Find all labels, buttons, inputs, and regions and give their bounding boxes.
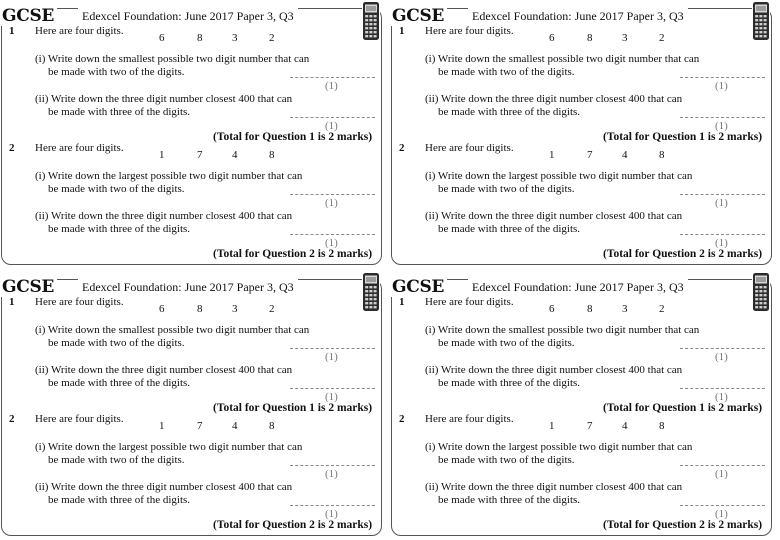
part-i-text: (i) Write down the largest possible two digit number that can [425,170,693,182]
question-intro: Here are four digits. [35,142,124,154]
digit: 4 [232,149,238,161]
calculator-icon [362,272,380,312]
marks-label: (1) [325,237,338,249]
part-i-text: (i) Write down the largest possible two digit number that can [35,441,303,453]
part-ii-text-cont: be made with three of the digits. [48,494,191,506]
marks-label: (1) [325,197,338,209]
digit: 7 [197,149,203,161]
digit: 1 [159,420,165,432]
part-i-text: (i) Write down the smallest possible two digit number that can [425,53,700,65]
digit: 6 [159,303,165,315]
total-marks: (Total for Question 1 is 2 marks) [603,131,763,143]
marks-label: (1) [715,237,728,249]
question-intro: Here are four digits. [425,142,514,154]
question-number: 1 [399,25,405,37]
part-ii-text-cont: be made with three of the digits. [48,106,191,118]
worksheet-card [390,271,776,539]
digit: 6 [549,32,555,44]
total-marks: (Total for Question 2 is 2 marks) [603,248,763,260]
gcse-logo: GCSE [0,277,57,297]
part-ii-text: (ii) Write down the three digit number closest 400 that can [35,93,293,105]
digit: 8 [269,149,275,161]
digit: 2 [659,32,665,44]
answer-line-ii[interactable] [680,234,765,235]
answer-line-ii[interactable] [680,388,765,389]
part-ii-text-cont: be made with three of the digits. [438,223,581,235]
answer-line-i[interactable] [290,194,375,195]
digit: 8 [197,32,203,44]
part-ii-text-cont: be made with three of the digits. [48,377,191,389]
digit: 6 [549,303,555,315]
paper-title: Edexcel Foundation: June 2017 Paper 3, Q3 [468,279,688,295]
part-ii-text: (ii) Write down the three digit number closest 400 that can [35,481,293,493]
paper-title: Edexcel Foundation: June 2017 Paper 3, Q3 [78,279,298,295]
part-i-text: (i) Write down the largest possible two digit number that can [35,170,303,182]
question-intro: Here are four digits. [425,413,514,425]
answer-line-i[interactable] [290,348,375,349]
marks-label: (1) [325,351,338,363]
digit: 8 [659,420,665,432]
part-ii-text-cont: be made with three of the digits. [438,106,581,118]
digit: 8 [587,32,593,44]
part-ii-text: (ii) Write down the three digit number closest 400 that can [425,481,683,493]
part-ii-text-cont: be made with three of the digits. [48,223,191,235]
part-i-text-cont: be made with two of the digits. [438,183,575,195]
answer-line-i[interactable] [290,465,375,466]
worksheet-card [0,271,386,539]
digit: 3 [622,303,628,315]
part-ii-text: (ii) Write down the three digit number closest 400 that can [35,364,293,376]
question-number: 2 [399,142,405,154]
digit: 7 [587,420,593,432]
question-intro: Here are four digits. [35,296,124,308]
digit: 3 [232,32,238,44]
part-ii-text: (ii) Write down the three digit number closest 400 that can [425,210,683,222]
part-i-text-cont: be made with two of the digits. [48,183,185,195]
answer-line-i[interactable] [680,77,765,78]
part-i-text-cont: be made with two of the digits. [48,66,185,78]
digit: 7 [197,420,203,432]
digit: 8 [269,420,275,432]
answer-line-ii[interactable] [290,117,375,118]
total-marks: (Total for Question 2 is 2 marks) [213,519,373,531]
question-intro: Here are four digits. [425,296,514,308]
answer-line-i[interactable] [290,77,375,78]
marks-label: (1) [325,391,338,403]
question-number: 1 [9,25,15,37]
total-marks: (Total for Question 1 is 2 marks) [603,402,763,414]
part-i-text-cont: be made with two of the digits. [48,337,185,349]
marks-label: (1) [715,391,728,403]
question-number: 2 [9,413,15,425]
part-ii-text: (ii) Write down the three digit number closest 400 that can [425,93,683,105]
digit: 2 [269,32,275,44]
question-intro: Here are four digits. [425,25,514,37]
question-number: 2 [9,142,15,154]
total-marks: (Total for Question 1 is 2 marks) [213,402,373,414]
digit: 3 [622,32,628,44]
question-intro: Here are four digits. [35,413,124,425]
digit: 4 [622,420,628,432]
worksheet-card [390,0,776,268]
marks-label: (1) [715,120,728,132]
question-intro: Here are four digits. [35,25,124,37]
digit: 4 [232,420,238,432]
part-i-text-cont: be made with two of the digits. [438,454,575,466]
answer-line-ii[interactable] [680,117,765,118]
answer-line-i[interactable] [680,465,765,466]
answer-line-ii[interactable] [290,505,375,506]
calculator-icon [362,1,380,41]
worksheet-card [0,0,386,268]
answer-line-ii[interactable] [680,505,765,506]
marks-label: (1) [325,468,338,480]
digit: 6 [159,32,165,44]
digit: 8 [587,303,593,315]
part-ii-text-cont: be made with three of the digits. [438,377,581,389]
calculator-icon [752,1,770,41]
marks-label: (1) [715,351,728,363]
part-ii-text-cont: be made with three of the digits. [438,494,581,506]
gcse-logo: GCSE [390,277,447,297]
gcse-logo: GCSE [390,6,447,26]
part-i-text: (i) Write down the smallest possible two digit number that can [35,53,310,65]
answer-line-i[interactable] [680,194,765,195]
answer-line-ii[interactable] [290,234,375,235]
marks-label: (1) [325,120,338,132]
answer-line-ii[interactable] [290,388,375,389]
paper-title: Edexcel Foundation: June 2017 Paper 3, Q3 [78,8,298,24]
digit: 1 [549,149,555,161]
paper-title: Edexcel Foundation: June 2017 Paper 3, Q3 [468,8,688,24]
calculator-icon [752,272,770,312]
part-i-text: (i) Write down the largest possible two digit number that can [425,441,693,453]
part-i-text: (i) Write down the smallest possible two digit number that can [35,324,310,336]
question-number: 2 [399,413,405,425]
digit: 8 [197,303,203,315]
gcse-logo: GCSE [0,6,57,26]
digit: 1 [549,420,555,432]
total-marks: (Total for Question 1 is 2 marks) [213,131,373,143]
marks-label: (1) [325,80,338,92]
digit: 2 [269,303,275,315]
part-ii-text: (ii) Write down the three digit number closest 400 that can [35,210,293,222]
part-i-text-cont: be made with two of the digits. [438,66,575,78]
question-number: 1 [399,296,405,308]
marks-label: (1) [715,468,728,480]
marks-label: (1) [325,508,338,520]
marks-label: (1) [715,197,728,209]
marks-label: (1) [715,80,728,92]
part-ii-text: (ii) Write down the three digit number closest 400 that can [425,364,683,376]
digit: 1 [159,149,165,161]
part-i-text: (i) Write down the smallest possible two digit number that can [425,324,700,336]
total-marks: (Total for Question 2 is 2 marks) [603,519,763,531]
digit: 4 [622,149,628,161]
part-i-text-cont: be made with two of the digits. [48,454,185,466]
part-i-text-cont: be made with two of the digits. [438,337,575,349]
digit: 3 [232,303,238,315]
marks-label: (1) [715,508,728,520]
digit: 2 [659,303,665,315]
total-marks: (Total for Question 2 is 2 marks) [213,248,373,260]
question-number: 1 [9,296,15,308]
digit: 8 [659,149,665,161]
digit: 7 [587,149,593,161]
answer-line-i[interactable] [680,348,765,349]
